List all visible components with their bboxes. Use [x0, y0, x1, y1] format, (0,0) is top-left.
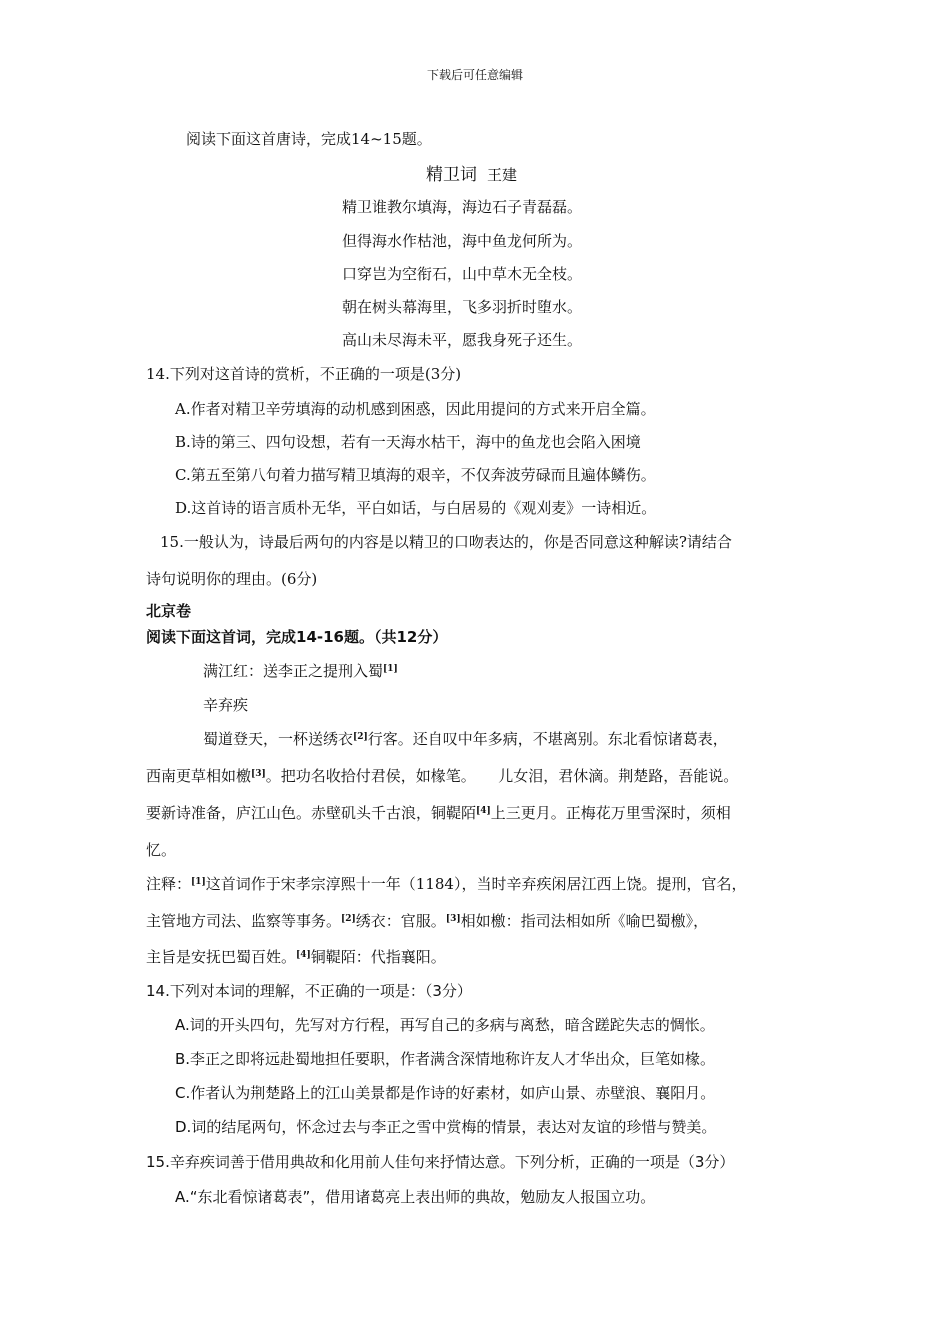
ci-text-line — [146, 765, 738, 786]
ci-text-line — [203, 728, 728, 749]
poem-line: 口穿岂为空衔石，山中草木无全枝。 — [342, 265, 583, 283]
notes-line — [146, 946, 446, 967]
text-run: 相如檄：指司法相如所《喻巴蜀檄》， — [460, 912, 709, 930]
ci-title-text: 满江红：送李正之提刑入蜀 — [203, 662, 384, 680]
poem-title: 精卫词 — [426, 165, 477, 185]
footnote-ref: [1] — [191, 877, 206, 887]
section2-intro: 阅读下面这首词，完成14-16题。（共12分） — [146, 628, 448, 646]
question-15: 15.辛弃疾词善于借用典故和化用前人佳句来抒情达意。下列分析，正确的一项是（3分） — [146, 1153, 735, 1171]
ci-text-line — [146, 839, 176, 860]
notes-line — [146, 910, 708, 931]
section-heading: 北京卷 — [146, 602, 192, 620]
footnote-ref: [2] — [353, 732, 368, 742]
question-14: 14.下列对本词的理解，不正确的一项是：（3分） — [146, 982, 472, 1000]
question-14: 14.下列对这首诗的赏析，不正确的一项是(3分) — [146, 365, 462, 383]
option-c: C.作者认为荆楚路上的江山美景都是作诗的好素材，如庐山景、赤壁浪、襄阳月。 — [175, 1084, 716, 1102]
footnote-ref: [3] — [445, 914, 461, 924]
text-run: 绣衣：官服。 — [355, 912, 446, 930]
footnote-ref: [4] — [476, 806, 491, 816]
footnote-ref: [4] — [296, 950, 311, 960]
option-a: A.作者对精卫辛劳填海的动机感到困惑，因此用提问的方式来开启全篇。 — [175, 400, 656, 418]
poem-line: 高山未尽海未平，愿我身死子还生。 — [342, 331, 583, 349]
text-run: 主旨是安抚巴蜀百姓。 — [146, 948, 297, 966]
page-header: 下载后可任意编辑 — [426, 68, 523, 82]
poem-line: 精卫谁教尔填海，海边石子青磊磊。 — [342, 198, 583, 216]
notes-label: 注释： — [146, 875, 192, 893]
text-run: 主管地方司法、监察等事务。 — [146, 912, 342, 930]
option-d: D.词的结尾两句，怀念过去与李正之雪中赏梅的情景，表达对友谊的珍惜与赞美。 — [175, 1118, 717, 1136]
option-b: B.诗的第三、四句设想，若有一天海水枯干，海中的鱼龙也会陷入困境 — [175, 433, 641, 451]
footnote-ref: [1] — [383, 664, 398, 674]
text-run: 要新诗准备，庐江山色。赤壁矶头千古浪，铜鞮陌 — [146, 804, 477, 822]
poem-author: 王建 — [487, 166, 518, 184]
text-run: 。把功名收拾付君侯，如椽笔。 儿女泪，君休滴。荆楚路，吾能说。 — [265, 767, 739, 785]
ci-author: 辛弃疾 — [203, 696, 249, 714]
footnote-ref: [2] — [341, 914, 356, 924]
option-d: D.这首诗的语言质朴无华，平白如话，与白居易的《观刈麦》一诗相近。 — [175, 499, 657, 517]
text-run: 西南更草相如檄 — [146, 767, 252, 785]
text-run: 蜀道登天，一杯送绣衣 — [203, 730, 354, 748]
text-run: 这首词作于宋孝宗淳熙十一年（1184），当时辛弃疾闲居江西上饶。提刑，官名， — [205, 875, 747, 893]
poem-line: 朝在树头幕海里，飞多羽折时堕水。 — [342, 298, 583, 316]
text-run: 铜鞮陌：代指襄阳。 — [310, 948, 446, 966]
question-15-cont: 诗句说明你的理由。(6分) — [146, 570, 318, 588]
notes-line — [146, 873, 746, 894]
poem-heading — [426, 160, 517, 185]
option-a: A.“东北看惊诸葛表”，借用诸葛亮上表出师的典故，勉励友人报国立功。 — [175, 1188, 656, 1206]
poem-line: 但得海水作枯池，海中鱼龙何所为。 — [342, 232, 583, 250]
text-run: 行客。还自叹中年多病，不堪离别。东北看惊诸葛表， — [367, 730, 728, 748]
option-a: A.词的开头四句，先写对方行程，再写自己的多病与离愁，暗含蹉跎失志的惆怅。 — [175, 1016, 715, 1034]
section1-intro: 阅读下面这首唐诗，完成14~15题。 — [186, 130, 432, 148]
ci-text-line — [146, 802, 731, 823]
option-c: C.第五至第八句着力描写精卫填海的艰辛，不仅奔波劳碌而且遍体鳞伤。 — [175, 466, 656, 484]
question-15: 15.一般认为，诗最后两句的内容是以精卫的口吻表达的，你是否同意这种解读?请结合 — [160, 533, 732, 551]
text-run: 上三更月。正梅花万里雪深时，须相 — [490, 804, 731, 822]
footnote-ref: [3] — [251, 769, 266, 779]
ci-title — [203, 660, 398, 681]
text-run: 忆。 — [146, 841, 177, 859]
option-b: B.李正之即将远赴蜀地担任要职，作者满含深情地称许友人才华出众，巨笔如椽。 — [175, 1050, 716, 1068]
